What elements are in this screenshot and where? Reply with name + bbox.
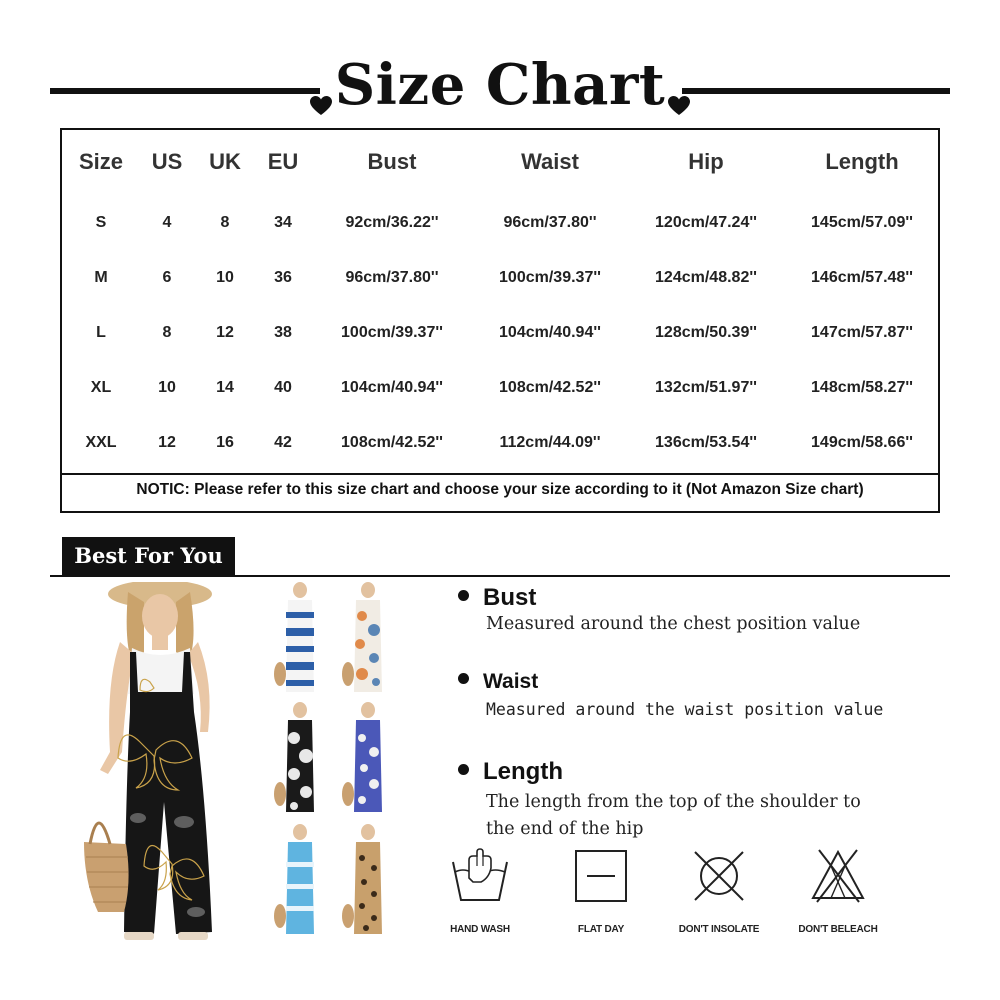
header-bust: Bust [367,149,417,174]
notice-divider [62,473,938,475]
header-us: US [151,149,183,174]
care-label: HAND WASH [450,924,510,935]
cell-uk: 10 [216,269,234,286]
cell-us: 8 [162,324,172,341]
header-eu: EU [267,149,299,174]
cell-length: 146cm/57.48'' [811,269,913,286]
cell-bust: 108cm/42.52'' [341,434,443,451]
cell-uk: 8 [220,214,230,231]
cell-waist: 108cm/42.52'' [499,379,601,396]
cell-hip: 120cm/47.24'' [655,214,757,231]
cell-us: 12 [158,434,176,451]
size-notice: NOTIC: Please refer to this size chart and choose your size according to it (Not Amazon Size chart) [136,481,864,498]
cell-eu: 40 [274,379,292,396]
bullet-icon [458,673,469,684]
cell-hip: 128cm/50.39'' [655,324,757,341]
hand-wash-icon [449,848,511,904]
measure-title: Length [483,758,563,785]
header-size: Size [78,149,124,174]
cell-eu: 34 [274,214,292,231]
variant-thumb-black-floral[interactable] [272,702,328,820]
cell-us: 10 [158,379,176,396]
bullet-icon [458,764,469,775]
cell-size: L [96,324,106,341]
cell-bust: 100cm/39.37'' [341,324,443,341]
measure-description: Measured around the chest position value [486,614,861,634]
variant-thumb-leopard[interactable] [340,824,396,942]
cell-hip: 136cm/53.54'' [655,434,757,451]
cell-bust: 104cm/40.94'' [341,379,443,396]
measure-description-cont: the end of the hip [486,819,644,839]
variant-thumb-orange-floral[interactable] [340,582,396,700]
measure-title: Waist [483,670,539,693]
cell-length: 145cm/57.09'' [811,214,913,231]
cell-uk: 14 [216,379,234,396]
care-label: DON'T BELEACH [798,924,878,935]
section-divider [50,575,950,577]
care-dont-bleach [783,848,893,935]
cell-eu: 38 [274,324,292,341]
title-rule-left [50,88,320,94]
cell-size: XL [90,379,112,396]
cell-waist: 104cm/40.94'' [499,324,601,341]
dont-bleach-icon [809,848,867,904]
header-waist: Waist [521,149,579,174]
variant-thumb-purple-floral[interactable] [340,702,396,820]
care-dont-insolate [664,848,774,935]
header-length: Length [825,149,899,174]
cell-waist: 100cm/39.37'' [499,269,601,286]
cell-uk: 16 [216,434,234,451]
care-hand-wash [425,848,535,935]
bullet-icon [458,590,469,601]
cell-waist: 112cm/44.09'' [499,434,601,451]
variant-thumb-sky-blue[interactable] [272,824,328,942]
care-label: FLAT DAY [577,924,625,935]
heart-icon [668,96,690,116]
care-label: DON'T INSOLATE [678,924,760,935]
cell-length: 147cm/57.87'' [811,324,913,341]
cell-length: 149cm/58.66'' [811,434,913,451]
size-table [60,128,940,513]
cell-us: 4 [162,214,172,231]
cell-uk: 12 [216,324,234,341]
measure-description: Measured around the waist position value [486,700,884,719]
measure-title: Bust [483,584,537,611]
cell-size: XXL [85,434,117,451]
cell-length: 148cm/58.27'' [811,379,913,396]
care-flat-dry [546,848,656,935]
header-hip: Hip [688,149,724,174]
cell-size: S [95,214,107,231]
cell-us: 6 [162,269,172,286]
cell-size: M [94,269,108,286]
dont-insolate-icon [690,848,748,904]
cell-eu: 36 [274,269,292,286]
flat-dry-icon [573,848,629,904]
cell-bust: 96cm/37.80'' [345,269,439,286]
cell-eu: 42 [274,434,292,451]
page-title: Size Chart [334,52,666,118]
variant-thumb-blue-stripe[interactable] [272,582,328,700]
title-rule-right [682,88,950,94]
model-photo [80,582,250,944]
header-uk: UK [209,149,241,174]
measure-description: The length from the top of the shoulder to [486,792,861,812]
heart-icon [310,96,332,116]
cell-hip: 132cm/51.97'' [655,379,757,396]
size-table-grid [62,130,938,473]
cell-waist: 96cm/37.80'' [503,214,597,231]
best-for-you-tab: Best For You [62,537,235,575]
cell-bust: 92cm/36.22'' [345,214,439,231]
cell-hip: 124cm/48.82'' [655,269,757,286]
